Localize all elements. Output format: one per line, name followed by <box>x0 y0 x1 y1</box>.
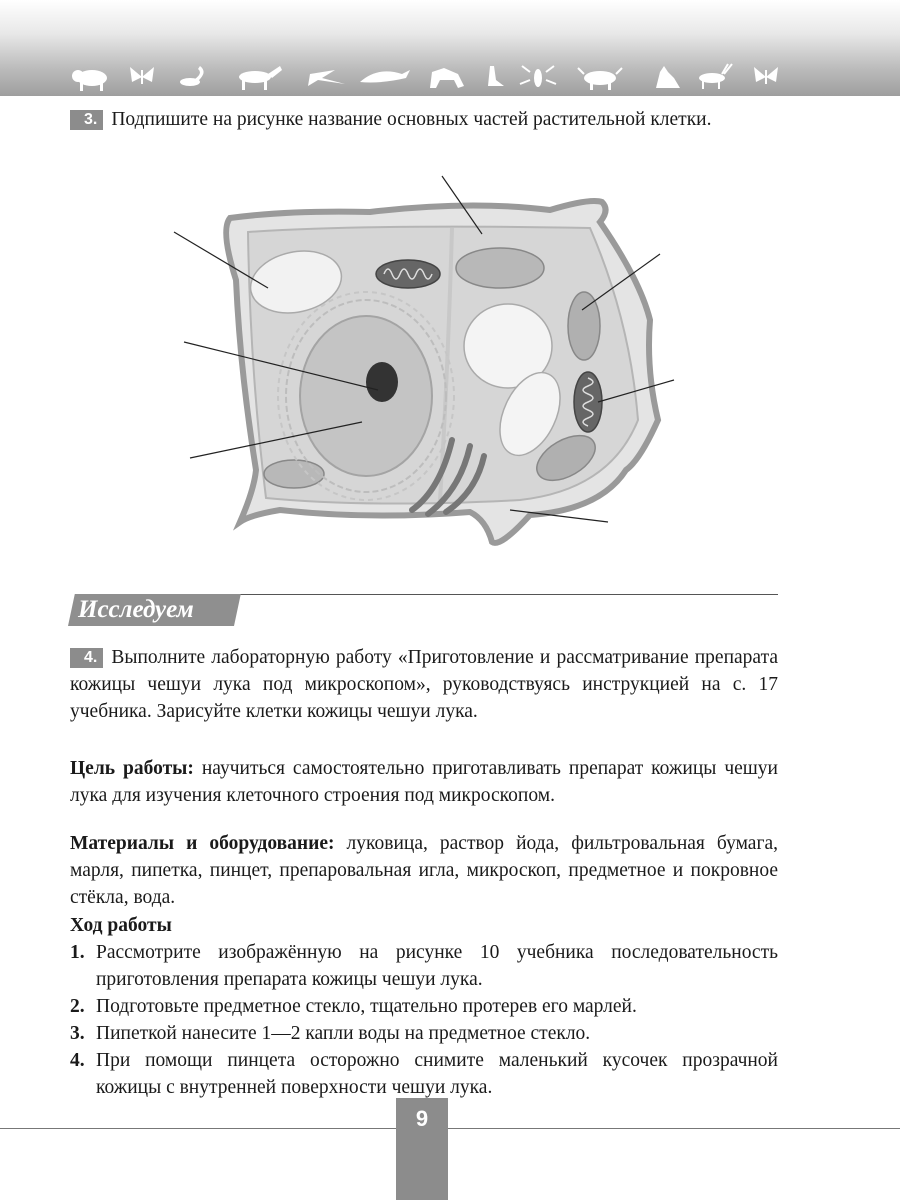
procedure-step <box>70 993 778 1020</box>
antelope-icon <box>699 64 732 89</box>
materials-paragraph <box>70 830 778 911</box>
goal-text: научиться самостоятельно приготавливать препарат кожицы чешуи лука для изучения клеточного строения под микроскопом. <box>70 758 778 806</box>
procedure-title: Ход работы <box>70 915 172 936</box>
animal-silhouettes-strip <box>60 62 780 92</box>
chloroplast <box>264 460 324 488</box>
task-3 <box>70 106 778 133</box>
task-4-text: Выполните лабораторную работу «Приготовление и рассматривание препарата кожицы чешуи лука под микроскопом», руководствуясь инструкцией на с. 17 учебника. Зарисуйте клетки кожицы чешуи лука. <box>70 647 778 722</box>
scorpion-icon <box>180 66 204 86</box>
bird-icon <box>488 66 504 86</box>
nucleolus <box>366 362 398 402</box>
bison-icon <box>72 70 107 91</box>
horse-icon <box>239 66 282 90</box>
page-number: 9 <box>415 1106 429 1131</box>
fox-icon <box>430 68 464 88</box>
task-3-text: Подпишите на рисунке название основных частей растительной клетки. <box>111 109 712 130</box>
goal-paragraph <box>70 755 778 809</box>
chloroplast <box>568 292 600 360</box>
materials-text: луковица, раствор йода, фильтровальная бумага, марля, пипетка, пинцет, препаровальная игла, микроскоп, предметное и покровное стёкла, вода. <box>70 833 778 908</box>
goal-label: Цель работы: <box>70 758 194 779</box>
materials-label: Материалы и оборудование: <box>70 833 335 854</box>
step-number: 3. <box>70 1023 85 1044</box>
procedure-step <box>70 1020 778 1047</box>
plant-cell-diagram <box>170 170 690 560</box>
task-number-badge: 4. <box>70 648 103 668</box>
page-header-band <box>0 0 900 96</box>
cat-icon <box>656 66 680 88</box>
section-header <box>68 594 778 628</box>
step-number: 1. <box>70 942 85 963</box>
procedure <box>70 912 778 1101</box>
step-number: 4. <box>70 1050 85 1071</box>
procedure-step <box>70 939 778 993</box>
section-title: Исследуем <box>78 596 194 623</box>
chloroplast <box>456 248 544 288</box>
footer-rule <box>0 1128 900 1129</box>
procedure-step <box>70 1047 778 1101</box>
dolphin-icon <box>360 70 410 83</box>
step-text: Подготовьте предметное стекло, тщательно протерев его марлей. <box>96 996 637 1017</box>
bull-icon <box>578 68 622 90</box>
insect-icon <box>520 66 556 87</box>
swallow-icon <box>308 70 345 86</box>
task-4 <box>70 644 778 725</box>
butterfly-icon <box>754 67 778 84</box>
section-divider <box>236 594 778 595</box>
butterfly-icon <box>130 67 154 84</box>
nucleus <box>300 316 432 476</box>
step-text: Пипеткой нанесите 1—2 капли воды на предметное стекло. <box>96 1023 591 1044</box>
task-number-badge: 3. <box>70 110 103 130</box>
step-text: Рассмотрите изображённую на рисунке 10 учебника последовательность приготовления препарата кожицы чешуи лука. <box>96 942 778 990</box>
step-text: При помощи пинцета осторожно снимите маленький кусочек прозрачной кожицы с внутренней поверхности чешуи лука. <box>96 1050 778 1098</box>
step-number: 2. <box>70 996 85 1017</box>
page-number-box <box>396 1098 448 1200</box>
